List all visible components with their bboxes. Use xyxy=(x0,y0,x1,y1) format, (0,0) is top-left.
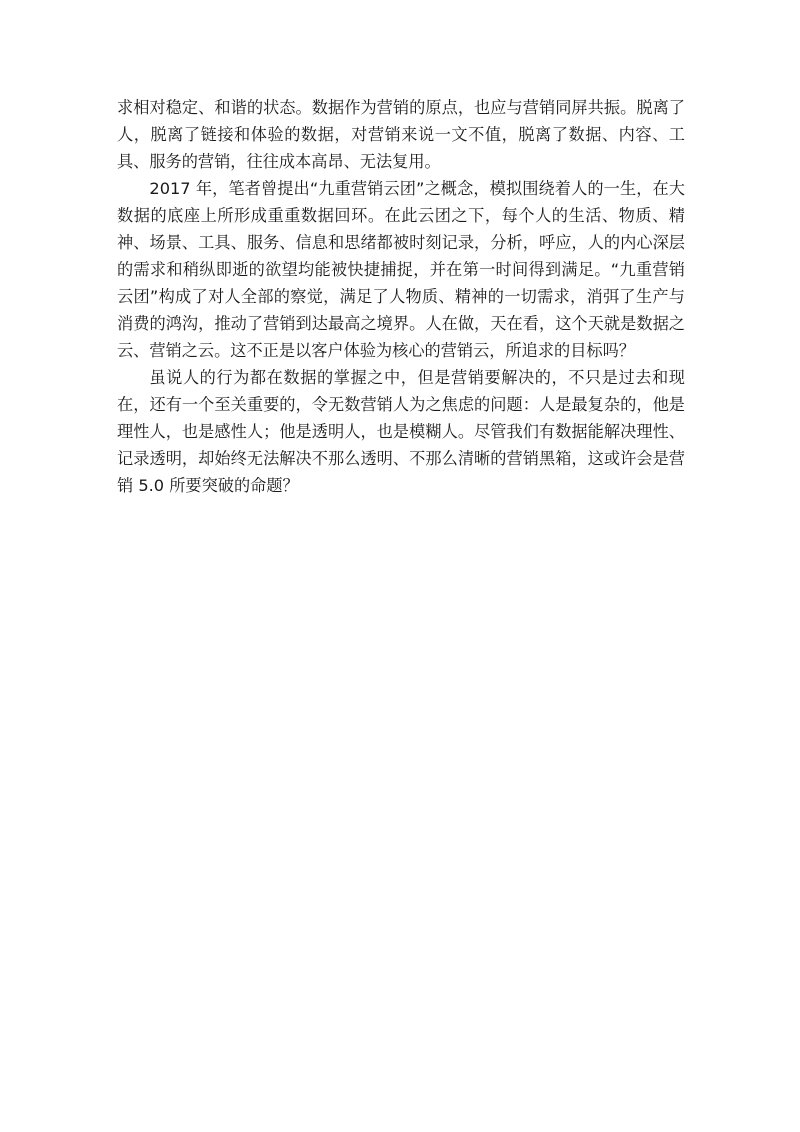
paragraph-marketing-blackbox: 虽说人的行为都在数据的掌握之中，但是营销要解决的，不只是过去和现在，还有一个至关重要的，令无数营销人为之焦虑的问题：人是最复杂的，他是理性人，也是感性人；他是透明人，也是模糊人。尽管我们有数据能解决理性、记录透明，却始终无法解决不那么透明、不那么清晰的营销黑箱，这或许会是营销 5.0 所要突破的命题？ xyxy=(117,368,685,495)
body-text xyxy=(117,94,685,499)
paragraph-continued: 求相对稳定、和谐的状态。数据作为营销的原点，也应与营销同屏共振。脱离了人，脱离了链接和体验的数据，对营销来说一文不值，脱离了数据、内容、工具、服务的营销，往往成本高昂、无法复用。 xyxy=(117,98,685,171)
paragraph-cloud-concept: 2017 年，笔者曾提出“九重营销云团”之概念，模拟围绕着人的一生，在大数据的底座上所形成重重数据回环。在此云团之下，每个人的生活、物质、精神、场景、工具、服务、信息和思绪都被时刻记录，分析，呼应，人的内心深层的需求和稍纵即逝的欲望均能被快捷捕捉，并在第一时间得到满足。“九重营销云团”构成了对人全部的察觉，满足了人物质、精神的一切需求，消弭了生产与消费的鸿沟，推动了营销到达最高之境界。人在做，天在看，这个天就是数据之云、营销之云。这不正是以客户体验为核心的营销云，所追求的目标吗？ xyxy=(117,179,685,360)
